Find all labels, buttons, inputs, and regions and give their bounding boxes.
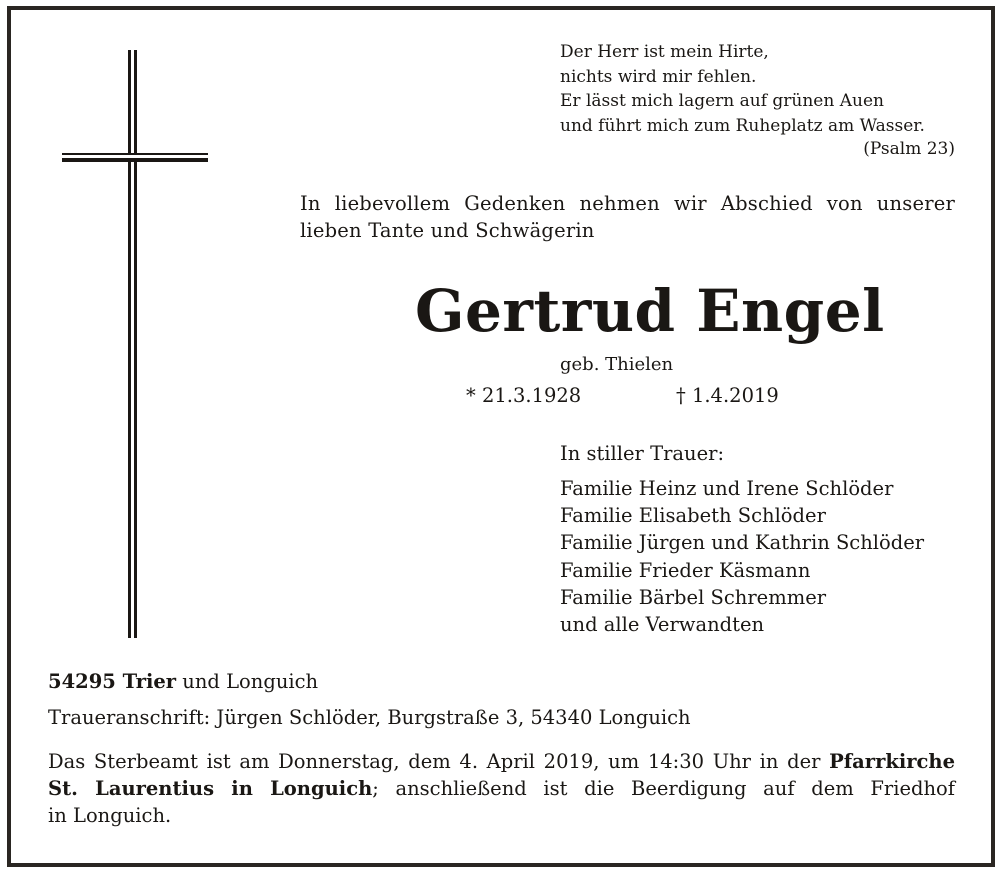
service-details — [48, 748, 955, 829]
maiden-name: geb. Thielen — [560, 354, 674, 375]
service-text-2: ; anschließend ist die Beerdigung auf dem Friedhof — [372, 777, 955, 800]
service-line-2 — [48, 775, 955, 802]
intro-text — [300, 190, 955, 244]
location-rest: und Longuich — [176, 670, 319, 693]
cross-icon-crossbar — [62, 153, 208, 162]
location-city: 54295 Trier — [48, 670, 177, 693]
intro-line-2: lieben Tante und Schwägerin — [300, 219, 595, 242]
service-line-3: in Longuich. — [48, 804, 172, 827]
service-text-1: Das Sterbeamt ist am Donnerstag, dem 4. April 2019, um 14:30 Uhr in der — [48, 750, 821, 773]
mourning-address: Traueranschrift: Jürgen Schlöder, Burgstraße 3, 54340 Longuich — [48, 706, 691, 729]
service-church-1: Pfarrkirche — [829, 750, 955, 773]
mourners-list — [560, 475, 924, 638]
intro-line-1: In liebevollem Gedenken nehmen wir Abschied von unserer — [300, 192, 955, 215]
mourner-item: Familie Heinz und Irene Schlöder — [560, 477, 894, 500]
birth-date: * 21.3.1928 — [466, 384, 582, 407]
service-church-2: St. Laurentius in Longuich — [48, 777, 373, 800]
psalm-source: (Psalm 23) — [863, 139, 955, 159]
mourning-heading: In stiller Trauer: — [560, 442, 725, 465]
mourner-item: Familie Frieder Käsmann — [560, 558, 811, 582]
psalm-quote — [560, 40, 955, 138]
death-date: † 1.4.2019 — [676, 384, 779, 407]
mourner-item: Familie Bärbel Schremmer — [560, 585, 827, 609]
mourner-item: und alle Verwandten — [560, 613, 765, 637]
mourner-item: Familie Jürgen und Kathrin Schlöder — [560, 531, 925, 555]
cross-icon — [128, 50, 137, 638]
service-line-1 — [48, 748, 955, 775]
psalm-line: Der Herr ist mein Hirte, — [560, 42, 769, 62]
psalm-line: und führt mich zum Ruheplatz am Wasser. — [560, 115, 925, 136]
psalm-line: Er lässt mich lagern auf grünen Auen — [560, 91, 884, 111]
location-line — [48, 668, 318, 696]
psalm-line: nichts wird mir fehlen. — [560, 66, 757, 87]
mourner-item: Familie Elisabeth Schlöder — [560, 504, 826, 528]
deceased-name: Gertrud Engel — [415, 277, 885, 345]
